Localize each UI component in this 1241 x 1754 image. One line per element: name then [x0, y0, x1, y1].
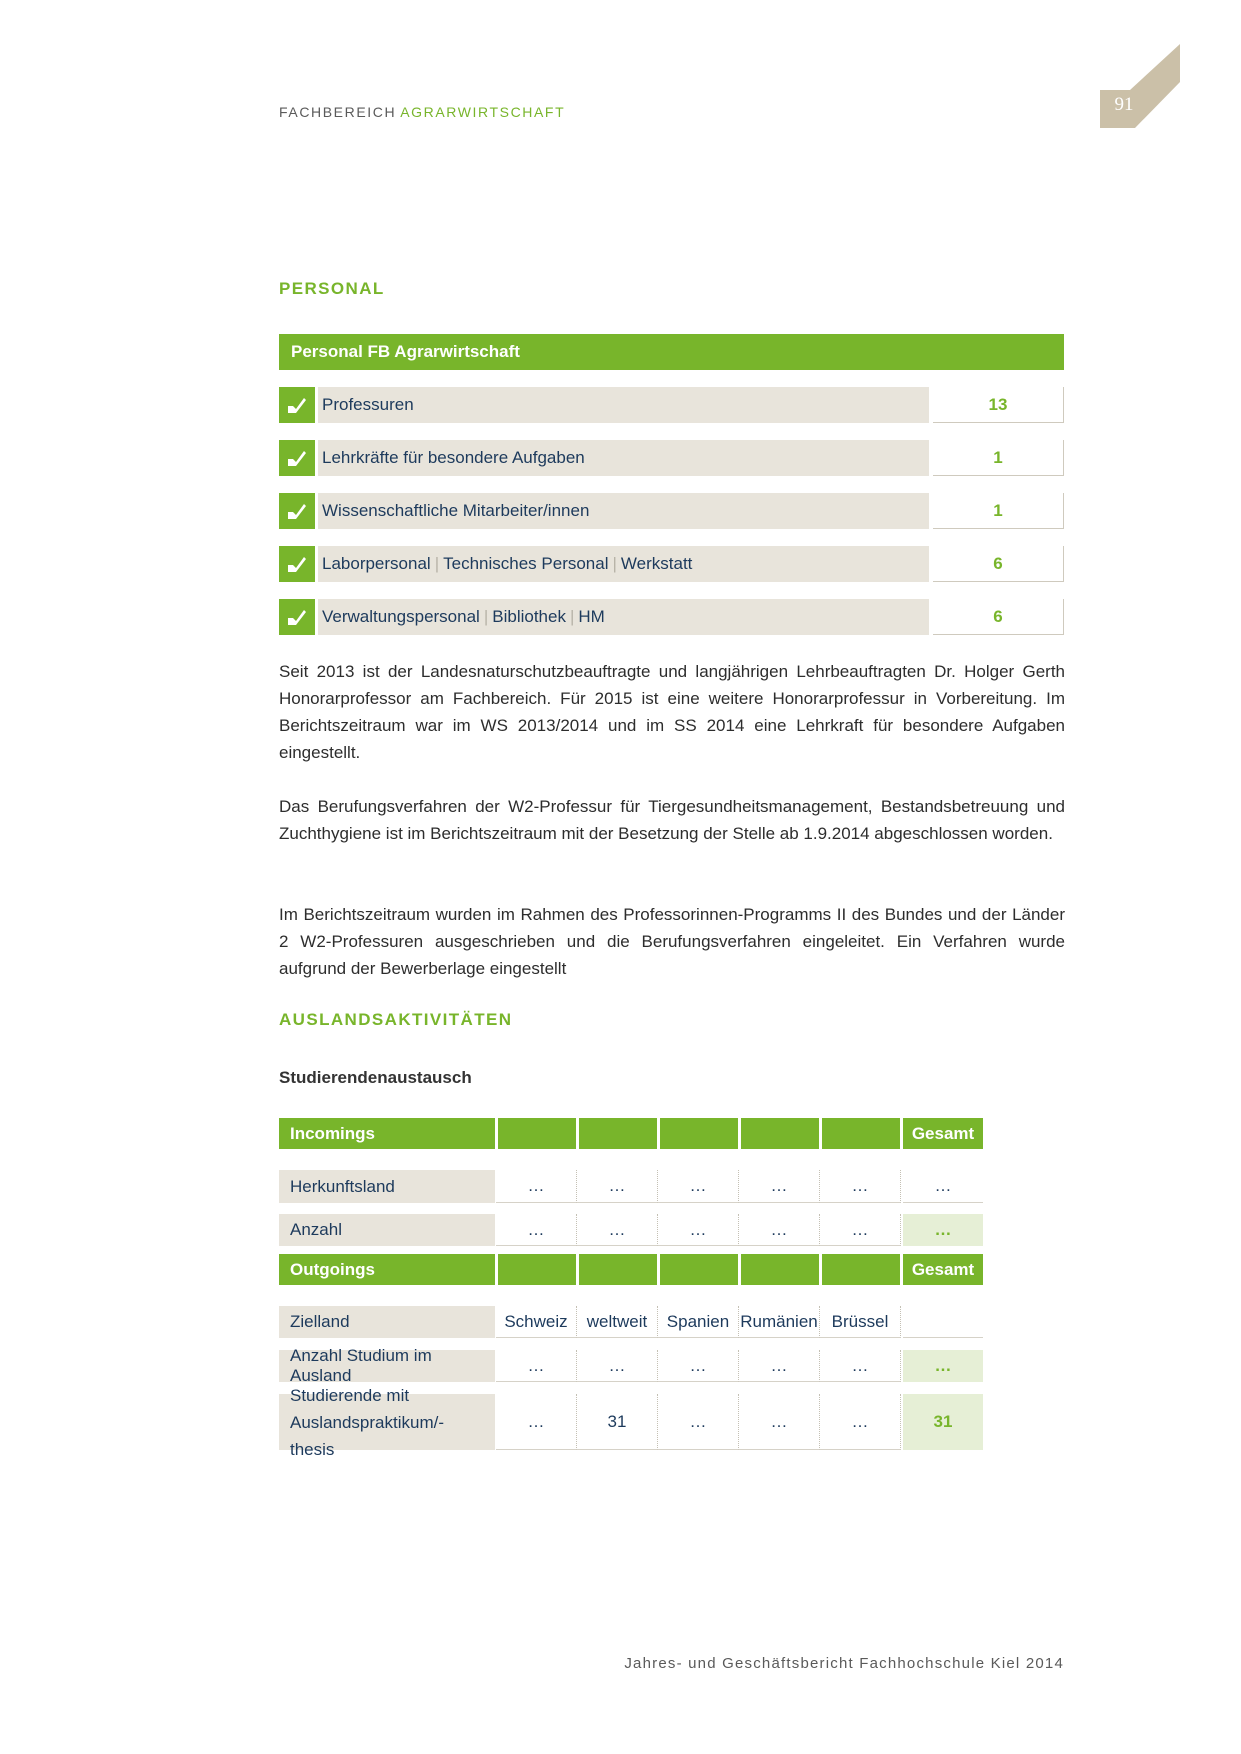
- outgoings-header-cell: [741, 1254, 819, 1285]
- checkmark-icon: [279, 546, 315, 582]
- personal-row-label: [318, 599, 929, 635]
- outgoings-row-cell: …: [577, 1350, 658, 1382]
- personal-row-text: Technisches Personal: [443, 554, 609, 573]
- outgoings-header-label: Outgoings: [279, 1254, 495, 1285]
- personal-row: [279, 440, 1064, 476]
- outgoings-header-cell: [498, 1254, 576, 1285]
- checkmark-icon: [279, 599, 315, 635]
- outgoings-row-total: …: [903, 1350, 983, 1382]
- personal-row-label: [318, 387, 929, 423]
- outgoings-header-total: Gesamt: [903, 1254, 983, 1285]
- outgoings-header-cell: [579, 1254, 657, 1285]
- checkmark-icon: [279, 387, 315, 423]
- personal-row-label: [318, 493, 929, 529]
- subheading-studierendenaustausch: Studierendenaustausch: [279, 1068, 472, 1087]
- incomings-row-cell: …: [820, 1170, 901, 1203]
- incomings-header-cell: [498, 1118, 576, 1149]
- personal-row-text: Laborpersonal: [322, 554, 431, 573]
- incomings-header-cell: [579, 1118, 657, 1149]
- separator: |: [612, 554, 617, 573]
- incomings-row-total: …: [903, 1170, 983, 1203]
- incomings-header-cell: [822, 1118, 900, 1149]
- personal-row-value: 1: [933, 493, 1064, 529]
- incomings-row-cell: …: [658, 1214, 739, 1246]
- outgoings-row: [279, 1385, 1064, 1459]
- incomings-row-cell: …: [496, 1214, 577, 1246]
- incomings-header-total: Gesamt: [903, 1118, 983, 1149]
- personal-row-text: Wissenschaftliche Mitarbeiter/innen: [322, 501, 590, 520]
- paragraph-2: Das Berufungsverfahren der W2-Professur für Tiergesundheitsmanagement, Bestandsbetreuung und Zuchthygiene ist im Berichtszeitraum mit der Besetzung der Stelle ab 1.9.2014 abgeschlossen worden.: [279, 797, 1065, 843]
- checkmark-icon: [279, 440, 315, 476]
- checkmark-icon: [279, 493, 315, 529]
- section-heading-ausland: AUSLANDSAKTIVITÄTEN: [279, 1010, 513, 1029]
- running-header: [279, 104, 565, 120]
- footer: Jahres- und Geschäftsbericht Fachhochschule Kiel 2014: [624, 1655, 1064, 1672]
- personal-row-value: 13: [933, 387, 1064, 423]
- header-prefix: FACHBEREICH: [279, 104, 397, 120]
- outgoings-header-row: [279, 1254, 1064, 1285]
- personal-table: [279, 334, 1064, 635]
- incomings-row-cell: …: [496, 1170, 577, 1203]
- outgoings-row-cell: …: [496, 1394, 577, 1450]
- personal-row-label: [318, 546, 929, 582]
- paragraph-3: Im Berichtszeitraum wurden im Rahmen des Professorinnen-Programms II des Bundes und der Länder 2 W2-Professuren ausgeschrieben und die Berufungsverfahren eingeleitet. Ein Verfahren wurde aufgrund der Bewerberlage eingestellt: [279, 905, 1065, 978]
- outgoings-row-cell: Brüssel: [820, 1306, 901, 1338]
- incomings-row-cell: …: [820, 1214, 901, 1246]
- separator: |: [483, 607, 489, 626]
- section-heading-personal: PERSONAL: [279, 279, 385, 298]
- personal-row-text: HM: [578, 607, 605, 626]
- personal-row-value: 6: [933, 546, 1064, 582]
- incomings-table: [279, 1118, 1064, 1248]
- incomings-header-cell: [741, 1118, 819, 1149]
- outgoings-row-label: Studierende mit Auslandspraktikum/-thesis: [279, 1394, 495, 1450]
- incomings-row-total: …: [903, 1214, 983, 1246]
- outgoings-row-total: [903, 1306, 983, 1338]
- outgoings-row: [279, 1306, 1064, 1338]
- outgoings-row-cell: Rumänien: [739, 1306, 820, 1338]
- outgoings-row-cell: …: [739, 1350, 820, 1382]
- personal-row-label: [318, 440, 929, 476]
- outgoings-row-total: 31: [903, 1394, 983, 1450]
- personal-row-text: Werkstatt: [620, 554, 693, 573]
- outgoings-row-cell: …: [739, 1394, 820, 1450]
- incomings-row-cell: …: [739, 1170, 820, 1203]
- incomings-row-cell: …: [658, 1170, 739, 1203]
- separator: |: [569, 607, 575, 626]
- outgoings-row-cell: …: [658, 1394, 739, 1450]
- personal-row-text: Professuren: [322, 395, 414, 414]
- incomings-row: [279, 1170, 1064, 1203]
- outgoings-row-cell: Spanien: [658, 1306, 739, 1338]
- header-department: AGRARWIRTSCHAFT: [400, 104, 566, 120]
- outgoings-header-cell: [822, 1254, 900, 1285]
- incomings-row-cell: …: [739, 1214, 820, 1246]
- outgoings-row-label: Anzahl Studium im Ausland: [279, 1350, 495, 1382]
- paragraph-1: Seit 2013 ist der Landesnaturschutzbeauftragte und langjährigen Lehrbeauftragten Dr. Holger Gerth Honorarprofessor am Fachbereich. Für 2015 ist eine weitere Honorarprofessur in Vorbereitung. Im Berichtszeitraum war im WS 2013/2014 und im SS 2014 eine Lehrkraft für besondere Aufgaben eingestellt.: [279, 662, 1065, 762]
- personal-row: [279, 387, 1064, 423]
- outgoings-row-cell: weltweit: [577, 1306, 658, 1338]
- outgoings-table: [279, 1254, 1064, 1459]
- outgoings-row-cell: …: [820, 1394, 901, 1450]
- incomings-row-label: Herkunftsland: [279, 1170, 495, 1203]
- personal-row: [279, 493, 1064, 529]
- incomings-row: [279, 1214, 1064, 1246]
- outgoings-row-cell: 31: [577, 1394, 658, 1450]
- outgoings-row-cell: …: [820, 1350, 901, 1382]
- separator: |: [434, 554, 440, 573]
- incomings-row-label: Anzahl: [279, 1214, 495, 1246]
- page-number: 91: [1114, 94, 1134, 115]
- outgoings-row-cell: …: [496, 1350, 577, 1382]
- personal-table-title: Personal FB Agrarwirtschaft: [279, 334, 1064, 370]
- incomings-header-row: [279, 1118, 1064, 1149]
- outgoings-row-cell: Schweiz: [496, 1306, 577, 1338]
- personal-row: [279, 546, 1064, 582]
- outgoings-row: [279, 1346, 1064, 1385]
- incomings-header-label: Incomings: [279, 1118, 495, 1149]
- personal-row-text: Bibliothek: [492, 607, 566, 626]
- outgoings-header-cell: [660, 1254, 738, 1285]
- personal-row-text: Verwaltungspersonal: [322, 607, 480, 626]
- incomings-row-cell: …: [577, 1170, 658, 1203]
- personal-row-text: Lehrkräfte für besondere Aufgaben: [322, 448, 585, 467]
- incomings-header-cell: [660, 1118, 738, 1149]
- personal-row-value: 1: [933, 440, 1064, 476]
- outgoings-row-label: Zielland: [279, 1306, 495, 1338]
- outgoings-row-cell: …: [658, 1350, 739, 1382]
- personal-row: [279, 599, 1064, 635]
- incomings-row-cell: …: [577, 1214, 658, 1246]
- personal-row-value: 6: [933, 599, 1064, 635]
